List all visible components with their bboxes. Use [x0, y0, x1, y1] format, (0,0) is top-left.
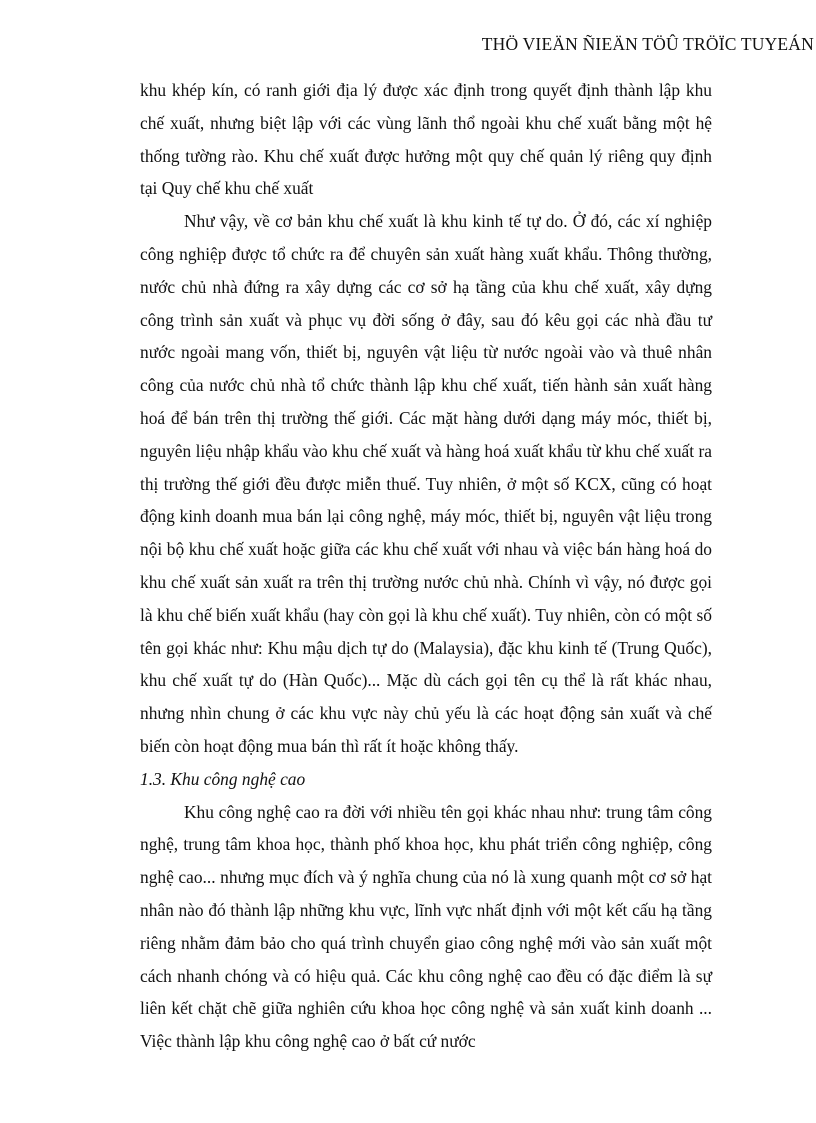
paragraph-export-zone: Như vậy, về cơ bản khu chế xuất là khu kinh tế tự do. Ở đó, các xí nghiệp công nghiệp được tổ chức ra để chuyên sản xuất hàng xuất khẩu. Thông thường, nước chủ nhà đứng ra xây dựng các cơ sở hạ tầng của khu chế xuất, xây dựng công trình sản xuất và phục vụ đời sống ở đây, sau đó kêu gọi các nhà đầu tư nước ngoài mang vốn, thiết bị, nguyên vật liệu từ nước ngoài vào và thuê nhân công của nước chủ nhà tổ chức thành lập khu chế xuất, tiến hành sản xuất hàng hoá để bán trên thị trường thế giới. Các mặt hàng dưới dạng máy móc, thiết bị, nguyên liệu nhập khẩu vào khu chế xuất và hàng hoá xuất khẩu từ khu chế xuất ra thị trường thế giới đều được miễn thuế. Tuy nhiên, ở một số KCX, cũng có hoạt động kinh doanh mua bán lại công nghệ, máy móc, thiết bị, nguyên vật liệu trong nội bộ khu chế xuất hoặc giữa các khu chế xuất với nhau và việc bán hàng hoá do khu chế xuất sản xuất ra trên thị trường nước chủ nhà. Chính vì vậy, nó được gọi là khu chế biến xuất khẩu (hay còn gọi là khu chế xuất). Tuy nhiên, còn có một số tên gọi khác như: Khu mậu dịch tự do (Malaysia), đặc khu kinh tế (Trung Quốc), khu chế xuất tự do (Hàn Quốc)... Mặc dù cách gọi tên cụ thể là rất khác nhau, nhưng nhìn chung ở các khu vực này chủ yếu là các hoạt động sản xuất và chế biến còn hoạt động mua bán thì rất ít hoặc không thấy. — [140, 211, 712, 756]
paragraph-continuation: khu khép kín, có ranh giới địa lý được xác định trong quyết định thành lập khu chế xuất, nhưng biệt lập với các vùng lãnh thổ ngoài khu chế xuất bằng một hệ thống tường rào. Khu chế xuất được hưởng một quy chế quản lý riêng quy định tại Quy chế khu chế xuất — [140, 80, 712, 199]
paragraph-high-tech-zone: Khu công nghệ cao ra đời với nhiều tên gọi khác nhau như: trung tâm công nghệ, trung tâm khoa học, thành phố khoa học, khu phát triển công nghiệp, công nghệ cao... nhưng mục đích và ý nghĩa chung của nó là xung quanh một cơ sở hạt nhân nào đó thành lập những khu vực, lĩnh vực nhất định với một kết cấu hạ tầng riêng nhằm đảm bảo cho quá trình chuyển giao công nghệ mới vào sản xuất một cách nhanh chóng và có hiệu quả. Các khu công nghệ cao đều có đặc điểm là sự liên kết chặt chẽ giữa nghiên cứu khoa học công nghệ và sản xuất kinh doanh ... Việc thành lập khu công nghệ cao ở bất cứ nước — [140, 801, 712, 1052]
document-body — [140, 74, 712, 1058]
section-heading: 1.3. Khu công nghệ cao — [140, 768, 306, 789]
page-header: THÖ VIEÄN ÑIEÄN TÖÛ TRÖÏC TUYEÁN — [481, 34, 814, 54]
